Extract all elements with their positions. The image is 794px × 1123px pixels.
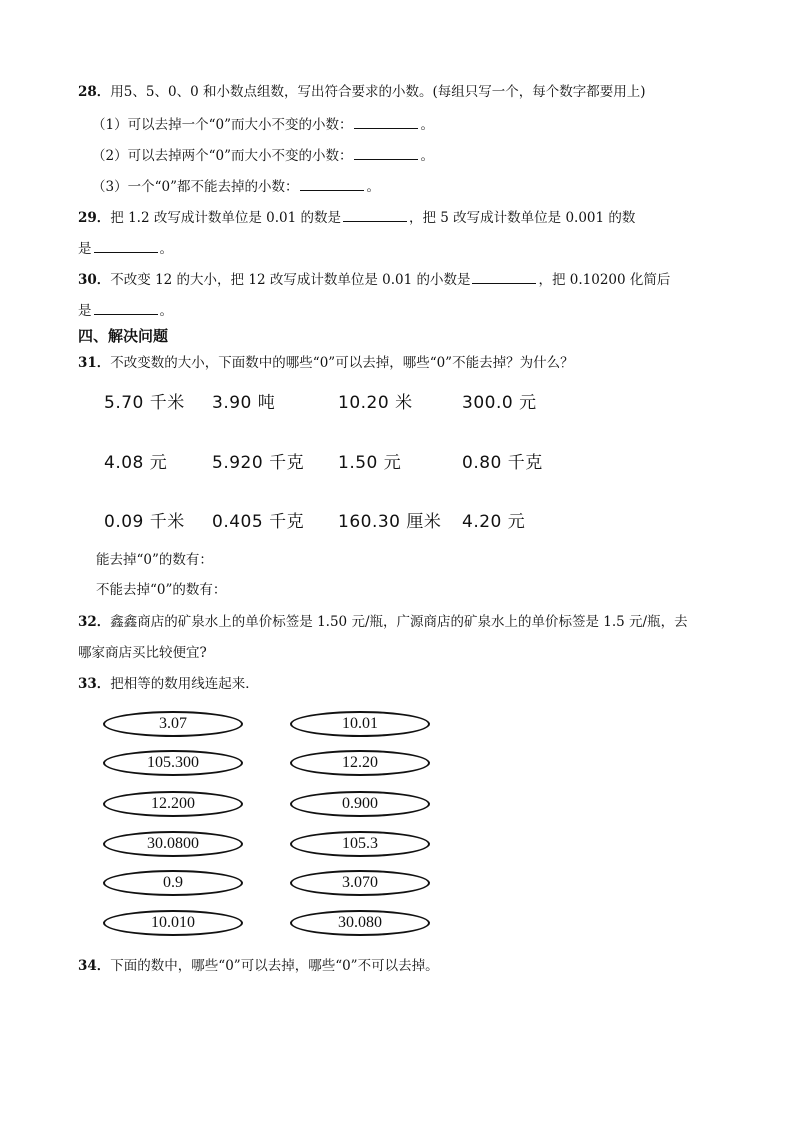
question-number: 32．: [78, 614, 111, 630]
section-title: 四、解决问题: [78, 327, 169, 345]
question-28-sub-3: [92, 176, 380, 197]
left-number-oval[interactable]: 10.010: [103, 910, 243, 936]
question-34-stem: [78, 956, 439, 976]
quantity: 1.50 元: [338, 453, 402, 473]
question-number: 28．: [78, 84, 111, 100]
question-number: 34．: [78, 958, 111, 974]
question-number: 30．: [78, 272, 111, 288]
question-text: 用5、5、0、0 和小数点组数，写出符合要求的小数。(每组只写一个，每个数字都要用上): [110, 84, 646, 100]
question-30-line-1: [78, 269, 670, 290]
quantity: 0.09 千米: [104, 512, 185, 532]
answer-blank[interactable]: [354, 114, 418, 129]
quantity: 3.90 吨: [212, 393, 276, 413]
right-number-oval[interactable]: 30.080: [290, 910, 430, 936]
left-number-oval[interactable]: 12.200: [103, 791, 243, 817]
answer-blank[interactable]: [300, 176, 364, 191]
quantity: 4.08 元: [104, 453, 168, 473]
quantity: 0.405 千克: [212, 512, 305, 532]
right-number-oval[interactable]: 10.01: [290, 711, 430, 737]
right-number-oval[interactable]: 0.900: [290, 791, 430, 817]
question-31-stem: [78, 353, 574, 373]
question-28-stem: [78, 82, 645, 102]
question-text: 把 1.2 改写成计数单位是 0.01 的数是: [110, 210, 341, 226]
question-text: ，把 5 改写成计数单位是 0.001 的数: [409, 210, 636, 226]
left-number-oval[interactable]: 0.9: [103, 870, 243, 896]
left-number-oval[interactable]: 3.07: [103, 711, 243, 737]
quantity: 300.0 元: [462, 393, 537, 413]
question-text: ，把 0.10200 化简后: [538, 272, 671, 288]
question-number: 31．: [78, 355, 111, 371]
sub-question-text: （1）可以去掉一个“0”而大小不变的小数：: [92, 117, 353, 133]
right-number-oval[interactable]: 3.070: [290, 870, 430, 896]
answer-blank[interactable]: [343, 207, 407, 222]
question-33-stem: [78, 674, 259, 694]
quantity: 5.920 千克: [212, 453, 305, 473]
question-text: 不改变数的大小，下面数中的哪些“0”可以去掉，哪些“0”不能去掉？为什么？: [110, 355, 574, 371]
question-30-line-2: [78, 300, 173, 321]
question-text: 是: [78, 303, 92, 319]
question-29-line-2: [78, 238, 173, 259]
quantity: 10.20 米: [338, 393, 413, 413]
question-text: 是: [78, 241, 92, 257]
left-number-oval[interactable]: 30.0800: [103, 831, 243, 857]
answer-blank[interactable]: [94, 238, 158, 253]
question-28-sub-2: [92, 145, 434, 166]
answer-blank[interactable]: [472, 269, 536, 284]
question-29-line-1: [78, 207, 635, 228]
punctuation: 。: [159, 241, 173, 257]
question-number: 29．: [78, 210, 111, 226]
left-number-oval[interactable]: 105.300: [103, 750, 243, 776]
quantity: 4.20 元: [462, 512, 526, 532]
right-number-oval[interactable]: 105.3: [290, 831, 430, 857]
question-text: 下面的数中，哪些“0”可以去掉，哪些“0”不可以去掉。: [110, 958, 439, 974]
sub-question-text: （3）一个“0”都不能去掉的小数：: [92, 179, 299, 195]
punctuation: 。: [159, 303, 173, 319]
question-text: 把相等的数用线连起来．: [110, 676, 259, 692]
punctuation: 。: [366, 179, 380, 195]
question-text: 鑫鑫商店的矿泉水上的单价标签是 1.50 元/瓶，广源商店的矿泉水上的单价标签是 1.5 元/瓶，去: [110, 614, 688, 630]
question-28-sub-1: [92, 114, 434, 135]
answer-blank[interactable]: [354, 145, 418, 160]
quantity: 5.70 千米: [104, 393, 185, 413]
right-number-oval[interactable]: 12.20: [290, 750, 430, 776]
can-remove-label: 能去掉“0”的数有：: [96, 552, 213, 568]
answer-blank[interactable]: [94, 300, 158, 315]
quantity: 160.30 厘米: [338, 512, 442, 532]
punctuation: 。: [420, 148, 434, 164]
quantity: 0.80 千克: [462, 453, 543, 473]
question-text: 不改变 12 的大小，把 12 改写成计数单位是 0.01 的小数是: [110, 272, 471, 288]
sub-question-text: （2）可以去掉两个“0”而大小不变的小数：: [92, 148, 353, 164]
question-number: 33．: [78, 676, 111, 692]
question-32-line-2: 哪家商店买比较便宜?: [78, 645, 207, 661]
cannot-remove-label: 不能去掉“0”的数有：: [96, 582, 227, 598]
punctuation: 。: [420, 117, 434, 133]
question-32-line-1: [78, 612, 688, 632]
